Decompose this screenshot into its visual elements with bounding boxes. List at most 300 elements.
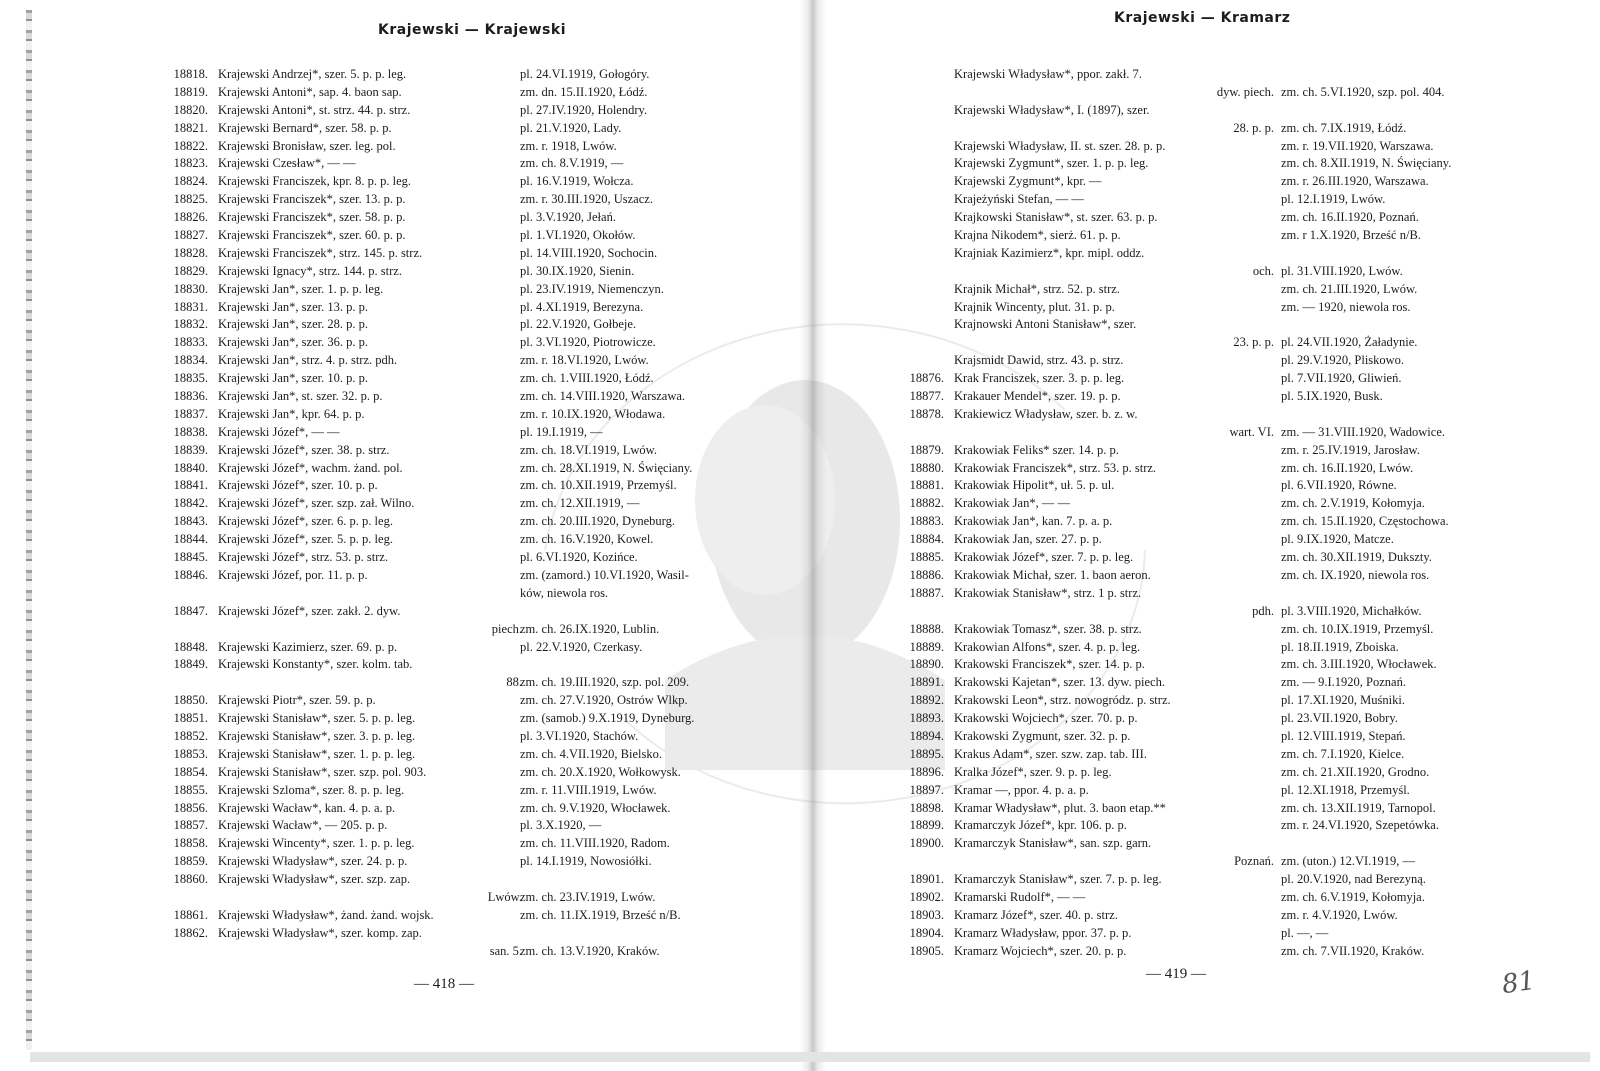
entry-number: 18861. [173,907,208,922]
entry-number: 18821. [173,120,208,135]
entry-name: Kramarz Wojciech*, szer. 20. p. p. [954,943,1127,958]
entry-fate: zm. ch. 20.X.1920, Wołkowysk. [520,764,681,779]
list-item [150,245,790,263]
entry-line [886,674,1596,692]
entry-line [886,495,1596,513]
entry-number: 18899. [909,818,944,833]
entry-number: 18881. [909,478,944,493]
entry-fate: pl. 14.I.1919, Nowosiółki. [520,854,652,869]
entry-line [150,263,790,281]
list-item [150,209,790,227]
entry-line [150,639,790,657]
list-item [886,907,1596,925]
entry-unit-continuation: pdh. [1252,603,1274,618]
entry-number: 18844. [173,532,208,547]
entry-name: Krajewski Franciszek*, strz. 145. p. strz. [218,245,423,260]
entry-name: Krajewski Franciszek*, szer. 58. p. p. [218,210,406,225]
entry-name: Krajewski Józef*, — — [218,424,340,439]
entry-name: Kramarski Rudolf*, — — [954,889,1086,904]
entry-name: Krajewski Zygmunt*, kpr. — [954,174,1102,189]
entry-fate: zm. ch. 11.VIII.1920, Radom. [520,836,670,851]
entry-number: 18846. [173,567,208,582]
entry-line [886,782,1596,800]
entry-fate: zm. r. 11.VIII.1919, Lwów. [520,782,657,797]
entry-number: 18833. [173,335,208,350]
entry-name: Krajewski Bernard*, szer. 58. p. p. [218,120,392,135]
list-item [150,549,790,567]
entry-name: Krajewski Władysław*, szer. 24. p. p. [218,854,408,869]
entry-continuation [886,424,1596,442]
entry-name: Krajewski Józef, por. 11. p. p. [218,567,368,582]
entry-fate: pl. 29.V.1920, Pliskowo. [1281,353,1405,368]
entry-fate: pl. 7.VII.1920, Gliwień. [1281,371,1402,386]
entry-line [150,442,790,460]
entry-name: Kramar Władysław*, plut. 3. baon etap.** [954,800,1166,815]
entry-line [886,692,1596,710]
entry-line [150,370,790,388]
entry-line [886,817,1596,835]
entry-line [886,746,1596,764]
list-item [886,692,1596,710]
list-item [886,764,1596,782]
list-item [150,299,790,317]
entry-name: Krajna Nikodem*, sierż. 61. p. p. [954,228,1121,243]
list-item [886,281,1596,299]
list-item [886,835,1596,871]
list-item [150,191,790,209]
list-item [886,889,1596,907]
list-item [150,442,790,460]
entry-line [886,889,1596,907]
entry-fate: pl. 3.VI.1920, Piotrowicze. [520,335,656,350]
entry-fate: zm. r. 19.VII.1920, Warszawa. [1281,138,1434,153]
entry-number: 18892. [909,693,944,708]
list-item [150,155,790,173]
entry-fate: zm. ch. 12.XII.1919, — [520,496,640,511]
entry-name: Krajewski Józef*, szer. szp. zał. Wilno. [218,496,415,511]
entry-number: 18823. [173,156,208,171]
entry-line [150,406,790,424]
entry-number: 18890. [909,657,944,672]
entry-name: Kramarczyk Stanisław*, san. szp. garn. [954,836,1152,851]
entry-number: 18859. [173,854,208,869]
list-item [150,835,790,853]
entry-name: Kramarz Władysław, ppor. 37. p. p. [954,925,1132,940]
entry-number: 18886. [909,567,944,582]
entry-unit-continuation: Lwów. [487,889,522,904]
entry-fate: zm. ch. 6.V.1919, Kołomyja. [1281,889,1425,904]
list-item [150,66,790,84]
entry-fate: zm. ch. 21.XII.1920, Grodno. [1281,764,1430,779]
entry-number: 18903. [909,907,944,922]
entry-line [886,191,1596,209]
entry-line [886,925,1596,943]
entry-name: Krajkowski Stanisław*, st. szer. 63. p. p. [954,210,1158,225]
entry-line [886,299,1596,317]
list-item [150,477,790,495]
entry-name: Krajewski Szloma*, szer. 8. p. p. leg. [218,782,405,797]
entry-fate: zm. ch. IX.1920, niewola ros. [1281,567,1430,582]
entry-line [150,549,790,567]
entry-fate: zm. ch. 20.III.1920, Dyneburg. [520,514,675,529]
list-item [150,925,790,961]
entry-line [150,173,790,191]
entry-name: Krajewski Ignacy*, strz. 144. p. strz. [218,263,402,278]
entry-fate: zm. (uton.) 12.VI.1919, — [1281,854,1416,869]
entry-number: 18849. [173,657,208,672]
entry-line [150,567,790,585]
entry-number: 18819. [173,84,208,99]
entry-line [886,209,1596,227]
list-item [150,370,790,388]
entry-number: 18893. [909,711,944,726]
entry-line [886,477,1596,495]
entry-name: Krajewski Stanisław*, szer. szp. pol. 903. [218,764,427,779]
list-item [150,388,790,406]
entry-name: Krajewski Antoni*, st. strz. 44. p. strz. [218,102,411,117]
entry-line [886,460,1596,478]
entry-line [886,907,1596,925]
list-item [150,334,790,352]
entry-number: 18827. [173,228,208,243]
entry-number: 18889. [909,639,944,654]
list-item [150,782,790,800]
list-item [150,263,790,281]
page-number: — 419 — [1146,966,1206,982]
list-item [150,800,790,818]
entry-name: Krakus Adam*, szer. szw. zap. tab. III. [954,746,1147,761]
entry-name: Kramarz Józef*, szer. 40. p. strz. [954,907,1118,922]
handwritten-margin-note: 81 [1500,965,1538,1001]
entry-fate: pl. 23.IV.1919, Niemenczyn. [520,281,664,296]
entry-fate: zm. ch. 16.V.1920, Kowel. [520,532,654,547]
entry-fate: zm. (zamord.) 10.VI.1920, Wasil- [520,567,689,582]
entry-fate: zm. ch. 30.XII.1919, Dukszty. [1281,550,1432,565]
entry-name: Krajewski Stanisław*, szer. 5. p. p. leg. [218,711,416,726]
list-item [886,102,1596,138]
entry-fate: zm. ch. 10.IX.1919, Przemyśl. [1281,621,1434,636]
entry-fate: pl. 17.XI.1920, Muśniki. [1281,693,1405,708]
entry-line [886,406,1596,424]
entry-name: Krajewski Józef*, szer. 38. p. strz. [218,442,390,457]
list-item [150,746,790,764]
entry-continuation [886,853,1596,871]
entry-number: 18818. [173,67,208,81]
entry-line [150,656,790,674]
list-item [886,406,1596,442]
entry-unit-continuation: piech. [491,621,522,636]
entry-fate: pl. 27.IV.1920, Holendry. [520,102,648,117]
entry-number: 18882. [909,496,944,511]
entry-fate: zm. ch. 11.IX.1919, Brześć n/B. [520,907,681,922]
entry-name: Krakowski Kajetan*, szer. 13. dyw. piech. [954,675,1165,690]
entry-continuation [150,674,790,692]
list-item [150,138,790,156]
list-item [886,155,1596,173]
list-item [886,925,1596,943]
list-item [150,352,790,370]
entry-fate: zm. r 1.X.1920, Brześć n/B. [1281,228,1421,243]
list-item [886,943,1596,961]
entry-number: 18851. [173,711,208,726]
entry-number: 18852. [173,728,208,743]
list-item [886,639,1596,657]
list-item [150,817,790,835]
list-item [150,406,790,424]
entry-fate: zm. ch. 5.VI.1920, szp. pol. 404. [1281,84,1445,99]
entry-line [150,925,790,943]
entry-fate: zm. ch. 26.IX.1920, Lublin. [520,621,660,636]
entry-unit-continuation: 23. p. p. [1233,335,1274,350]
list-item [886,871,1596,889]
entry-number: 18883. [909,514,944,529]
entry-continuation [150,889,790,907]
entry-number: 18894. [909,728,944,743]
entry-number: 18847. [173,603,208,618]
entry-number: 18822. [173,138,208,153]
entry-number: 18836. [173,389,208,404]
entry-name: Krakowiak Hipolit*, uł. 5. p. ul. [954,478,1115,493]
entry-number: 18862. [173,925,208,940]
entry-line [886,567,1596,585]
entry-line [886,388,1596,406]
list-item [886,442,1596,460]
entry-continuation [150,621,790,639]
list-item [886,710,1596,728]
list-item [886,549,1596,567]
entry-name: Krajewski Franciszek, kpr. 8. p. p. leg. [218,174,412,189]
list-item [150,907,790,925]
entry-fate: zm. ch. 7.I.1920, Kielce. [1281,746,1405,761]
entry-fate: pl. 24.VI.1919, Gołogóry. [520,67,650,81]
entry-number: 18837. [173,406,208,421]
entry-name: Krakowiak Michał, szer. 1. baon aeron. [954,567,1151,582]
entry-fate: zm. ch. 10.XII.1919, Przemyśl. [520,478,677,493]
entry-unit-continuation: wart. VI. [1229,424,1274,439]
list-item [886,173,1596,191]
entry-name: Kramarczyk Józef*, kpr. 106. p. p. [954,818,1127,833]
entry-fate: pl. 12.I.1919, Lwów. [1281,192,1386,207]
entry-fate: pl. 9.IX.1920, Matcze. [1281,532,1394,547]
entry-fate: pl. 3.X.1920, — [520,818,602,833]
entry-continuation [886,603,1596,621]
entry-number: 18834. [173,353,208,368]
entry-number: 18824. [173,174,208,189]
entry-number: 18878. [909,406,944,421]
entry-name: Krajewski Władysław*, I. (1897), szer. [954,102,1150,117]
entry-line [150,191,790,209]
entry-fate: pl. 16.V.1919, Wołcza. [520,174,634,189]
entry-fate: zm. ch. 4.VII.1920, Bielsko. [520,746,662,761]
list-item [886,138,1596,156]
entry-name: Krajewski Jan*, szer. 36. p. p. [218,335,368,350]
list-item [886,66,1596,102]
entry-name: Krajewski Jan*, szer. 1. p. p. leg. [218,281,384,296]
list-item [886,567,1596,585]
entry-line [886,513,1596,531]
list-item [150,567,790,603]
entry-name: Krajewski Władysław*, szer. szp. zap. [218,872,411,887]
list-item [886,460,1596,478]
entry-name: Krakauer Mendel*, szer. 19. p. p. [954,389,1121,404]
entry-fate: zm. ch. 28.XI.1919, N. Święciany. [520,460,693,475]
list-item [150,639,790,657]
entry-number: 18898. [909,800,944,815]
entry-unit-continuation: Poznań. [1234,854,1274,869]
entry-line [150,817,790,835]
entry-fate: pl. 23.VII.1920, Bobry. [1281,711,1398,726]
entry-name: Krakowiak Jan*, kan. 7. p. a. p. [954,514,1113,529]
entry-number: 18902. [909,889,944,904]
page-number: — 418 — [414,976,474,992]
entry-name: Krakowski Leon*, strz. nowogródz. p. strz. [954,693,1171,708]
entry-fate: zm. r. 18.VI.1920, Lwów. [520,353,649,368]
entry-fate: zm. r. 1918, Lwów. [520,138,617,153]
entry-name: Krajewski Bronisław, szer. leg. pol. [218,138,396,153]
entry-line [150,281,790,299]
entry-fate: zm. ch. 15.II.1920, Częstochowa. [1281,514,1449,529]
list-item [886,227,1596,245]
entry-line [150,102,790,120]
list-item [886,782,1596,800]
entry-fate: pl. 22.V.1920, Gołbeje. [520,317,637,332]
entry-line [150,907,790,925]
list-item [150,424,790,442]
list-item [886,352,1596,370]
entry-number: 18854. [173,764,208,779]
entry-line [150,138,790,156]
entry-line [150,84,790,102]
entry-line [150,155,790,173]
entry-number: 18897. [909,782,944,797]
entry-fate: zm. ch. 8.V.1919, — [520,156,624,171]
entry-line [886,549,1596,567]
list-item [886,817,1596,835]
entry-fate: pl. 6.VI.1920, Kozińce. [520,550,638,565]
list-item [886,388,1596,406]
entry-number: 18853. [173,746,208,761]
entry-line [886,155,1596,173]
entry-number: 18838. [173,424,208,439]
entry-unit-continuation: dyw. piech. [1216,84,1274,99]
entry-name: Krajewski Stanisław*, szer. 1. p. p. leg. [218,746,416,761]
entry-fate: pl. 30.IX.1920, Sienin. [520,263,635,278]
entry-list [150,66,790,961]
entry-line [150,460,790,478]
entry-fate: zm. ch. 16.II.1920, Poznań. [1281,210,1419,225]
entry-number: 18839. [173,442,208,457]
entry-name: Krajewski Władysław*, żand. żand. wojsk. [218,907,434,922]
entry-fate: pl. 24.VII.1920, Żaładynie. [1281,335,1418,350]
entry-name: Krajewski Jan*, kpr. 64. p. p. [218,406,365,421]
entry-line [150,299,790,317]
entry-name: Kralka Józef*, szer. 9. p. p. leg. [954,764,1112,779]
entry-name: Krakowiak Stanisław*, strz. 1 p. strz. [954,585,1142,600]
entry-number: 18891. [909,675,944,690]
entry-line [150,603,790,621]
entry-name: Krajewski Jan*, szer. 28. p. p. [218,317,368,332]
entry-fate: zm. r. 10.IX.1920, Włodawa. [520,406,666,421]
list-item [150,656,790,692]
entry-fate: pl. 3.VIII.1920, Michałków. [1281,603,1422,618]
list-item [150,281,790,299]
entry-number: 18901. [909,872,944,887]
entry-line [886,316,1596,334]
entry-continuation [150,585,790,603]
list-item [886,316,1596,352]
list-item [150,120,790,138]
entry-line [150,746,790,764]
entry-unit-continuation: 28. p. p. [1233,120,1274,135]
entry-line [150,388,790,406]
entry-fate: zm. dn. 15.II.1920, Łódź. [520,84,648,99]
entry-continuation [886,334,1596,352]
entry-fate: zm. r. 30.III.1920, Uszacz. [520,192,653,207]
entry-name: Krajeżyński Stefan, — — [954,192,1084,207]
entry-number: 18832. [173,317,208,332]
entry-name: Krakowiak Feliks* szer. 14. p. p. [954,442,1119,457]
list-item [150,513,790,531]
entry-line [150,334,790,352]
entry-line [886,352,1596,370]
list-item [150,603,790,639]
entry-fate: zm. — 31.VIII.1920, Wadowice. [1281,424,1446,439]
entry-fate: zm. (samob.) 9.X.1919, Dyneburg. [520,711,695,726]
entry-fate: zm. — 9.I.1920, Poznań. [1281,675,1406,690]
entry-continuation [886,263,1596,281]
list-item [150,728,790,746]
entry-line [150,835,790,853]
entry-name: Krajewski Konstanty*, szer. kolm. tab. [218,657,413,672]
entry-fate: pl. 12.XI.1918, Przemyśl. [1281,782,1410,797]
entry-name: Kramarczyk Stanisław*, szer. 7. p. p. leg. [954,872,1162,887]
entry-line [150,692,790,710]
entry-line [150,424,790,442]
list-item [886,477,1596,495]
entry-number: 18885. [909,550,944,565]
list-item [150,495,790,513]
entry-fate: zm. — 1920, niewola ros. [1281,299,1411,314]
entry-line [886,370,1596,388]
entry-line [886,102,1596,120]
entry-name: Krakowiak Jan*, — — [954,496,1070,511]
entry-line [150,800,790,818]
entry-name: Krakowiak Józef*, szer. 7. p. p. leg. [954,550,1134,565]
entry-line [150,245,790,263]
list-item [150,316,790,334]
entry-fate: zm. ch. 8.XII.1919, N. Święciany. [1281,156,1452,171]
entry-name: Kramar —, ppor. 4. p. a. p. [954,782,1089,797]
entry-name: Krajewski Franciszek*, szer. 60. p. p. [218,228,406,243]
list-item [150,102,790,120]
entry-fate: zm. r. 25.IV.1919, Jarosław. [1281,442,1420,457]
list-item [886,191,1596,209]
entry-fate: pl. 5.IX.1920, Busk. [1281,389,1383,404]
list-item [886,299,1596,317]
entry-name: Krajewski Andrzej*, szer. 5. p. p. leg. [218,67,407,81]
list-item [886,495,1596,513]
entry-fate: pl. 3.VI.1920, Stachów. [520,728,639,743]
entry-line [886,281,1596,299]
entry-line [886,173,1596,191]
entry-line [886,764,1596,782]
page-edge [26,10,32,1050]
entry-name: Krajewski Zygmunt*, szer. 1. p. p. leg. [954,156,1149,171]
entry-line [886,800,1596,818]
entry-name: Krajewski Józef*, szer. 6. p. p. leg. [218,514,393,529]
entry-fate: pl. 18.II.1919, Zboiska. [1281,639,1399,654]
entry-number: 18879. [909,442,944,457]
